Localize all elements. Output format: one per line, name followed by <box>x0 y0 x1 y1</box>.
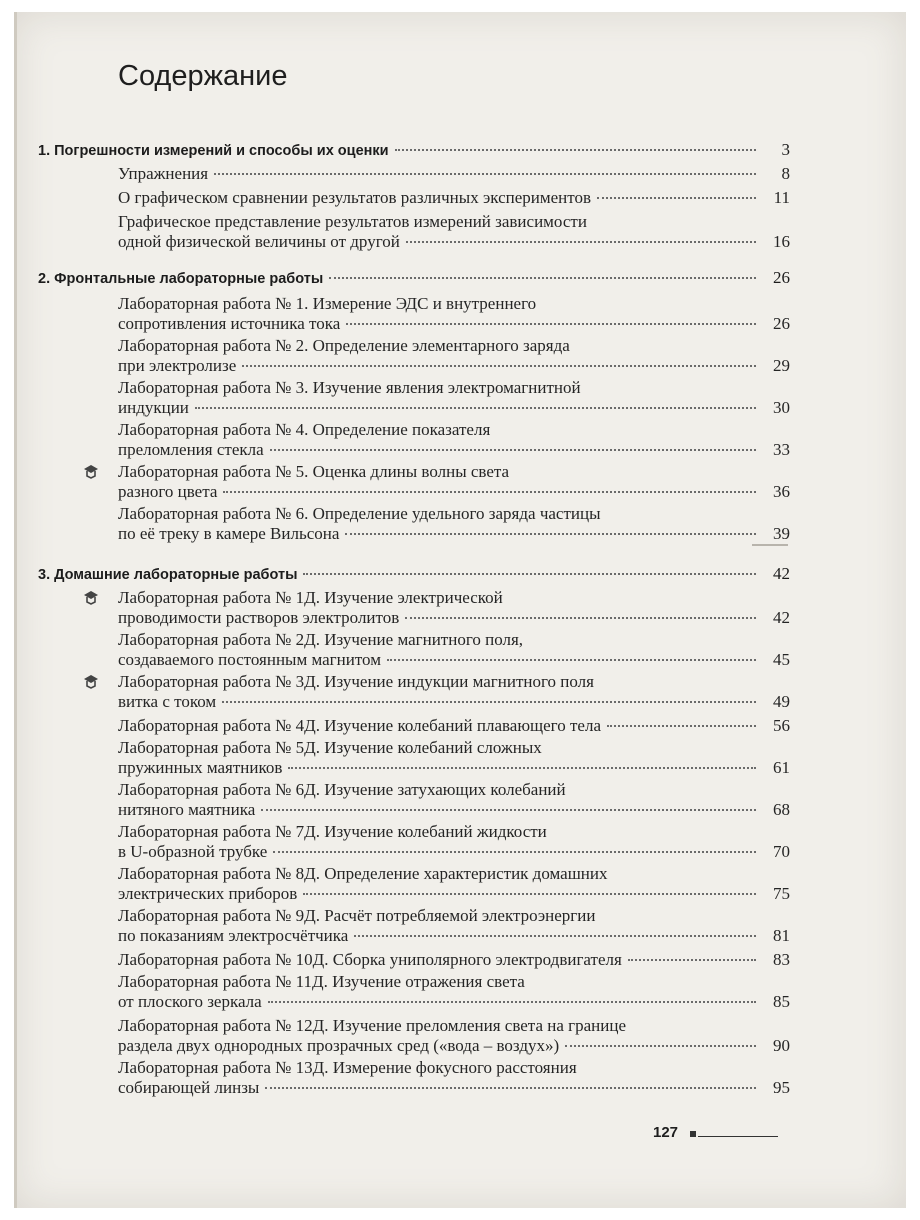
toc-entry[interactable] <box>118 294 790 334</box>
leader-dots <box>303 893 756 895</box>
toc-entry[interactable] <box>118 336 790 376</box>
leader-dots <box>288 767 756 769</box>
entry-page: 45 <box>773 650 790 669</box>
entry-line: Лабораторная работа № 7Д. Изучение колебаний жидкости <box>118 822 547 841</box>
toc-entry[interactable] <box>118 164 790 184</box>
toc-section-3[interactable] <box>38 564 790 584</box>
entry-line: сопротивления источника тока <box>118 314 341 333</box>
toc-entry[interactable] <box>118 630 790 670</box>
toc-entry[interactable] <box>118 462 790 502</box>
entry-page: 11 <box>773 188 790 207</box>
entry-line: Лабораторная работа № 11Д. Изучение отражения света <box>118 972 525 991</box>
entry-line: Лабораторная работа № 3. Изучение явления электромагнитной <box>118 378 581 397</box>
separator-line <box>752 544 788 546</box>
toc-entry[interactable] <box>118 950 790 970</box>
toc-entry[interactable] <box>118 780 790 820</box>
toc-entry[interactable] <box>118 1058 790 1098</box>
leader-dots <box>329 277 756 279</box>
entry-line: нитяного маятника <box>118 800 256 819</box>
entry-page: 42 <box>773 608 790 627</box>
section-page: 26 <box>773 268 790 287</box>
entry-line: Лабораторная работа № 1Д. Изучение электрической <box>118 588 503 607</box>
entry-page: 16 <box>773 232 790 251</box>
leader-dots <box>270 449 756 451</box>
section-page: 42 <box>773 564 790 583</box>
entry-line: индукции <box>118 398 189 417</box>
toc-entry[interactable] <box>118 188 790 208</box>
entry-line: по её треку в камере Вильсона <box>118 524 340 543</box>
toc-entry[interactable] <box>118 906 790 946</box>
leader-dots <box>387 659 756 661</box>
entry-line: Лабораторная работа № 8Д. Определение характеристик домашних <box>118 864 608 883</box>
entry-page: 75 <box>773 884 790 903</box>
entry-page: 61 <box>773 758 790 777</box>
toc-entry[interactable] <box>118 972 790 1012</box>
entry-page: 70 <box>773 842 790 861</box>
entry-line: собирающей линзы <box>118 1078 260 1097</box>
entry-page: 81 <box>773 926 790 945</box>
entry-line: О графическом сравнении результатов различных экспериментов <box>118 188 591 207</box>
leader-dots <box>395 149 756 151</box>
toc-entry[interactable] <box>118 672 790 712</box>
leader-dots <box>214 173 756 175</box>
entry-line: одной физической величины от другой <box>118 232 400 251</box>
entry-line: Графическое представление результатов измерений зависимости <box>118 212 587 231</box>
toc-entry[interactable] <box>118 378 790 418</box>
entry-line: Лабораторная работа № 13Д. Измерение фокусного расстояния <box>118 1058 577 1077</box>
toc-section-1[interactable] <box>38 140 790 160</box>
page-number-marker <box>690 1131 696 1137</box>
entry-page: 30 <box>773 398 790 417</box>
entry-line: Лабораторная работа № 5Д. Изучение колебаний сложных <box>118 738 542 757</box>
entry-line: по показаниям электросчётчика <box>118 926 349 945</box>
entry-line: Лабораторная работа № 2Д. Изучение магнитного поля, <box>118 630 524 649</box>
entry-line: Лабораторная работа № 12Д. Изучение преломления света на границе <box>118 1016 626 1035</box>
entry-line: пружинных маятников <box>118 758 283 777</box>
toc-entry[interactable] <box>118 420 790 460</box>
page-number-rule <box>698 1136 778 1137</box>
entry-page: 39 <box>773 524 790 543</box>
entry-page: 90 <box>773 1036 790 1055</box>
leader-dots <box>607 725 756 727</box>
entry-page: 95 <box>773 1078 790 1097</box>
entry-line: от плоского зеркала <box>118 992 262 1011</box>
entry-line: Лабораторная работа № 4Д. Изучение колебаний плавающего тела <box>118 716 601 735</box>
section-title: 1. Погрешности измерений и способы их оценки <box>38 143 389 159</box>
toc-entry[interactable] <box>118 212 790 252</box>
section-page: 3 <box>781 140 790 159</box>
toc-entry[interactable] <box>118 822 790 862</box>
lab-icon <box>82 589 100 605</box>
toc-entry[interactable] <box>118 588 790 628</box>
toc-entry[interactable] <box>118 504 790 544</box>
entry-line: витка с током <box>118 692 217 711</box>
leader-dots <box>242 365 756 367</box>
entry-line: Лабораторная работа № 9Д. Расчёт потребляемой электроэнергии <box>118 906 596 925</box>
leader-dots <box>222 701 756 703</box>
entry-line: при электролизе <box>118 356 237 375</box>
entry-page: 8 <box>781 164 790 183</box>
entry-line: Лабораторная работа № 3Д. Изучение индукции магнитного поля <box>118 672 594 691</box>
toc-entry[interactable] <box>118 738 790 778</box>
entry-page: 33 <box>773 440 790 459</box>
entry-line: разного цвета <box>118 482 218 501</box>
entry-line: создаваемого постоянным магнитом <box>118 650 381 669</box>
toc-entry[interactable] <box>118 1016 790 1056</box>
entry-page: 68 <box>773 800 790 819</box>
toc-section-2[interactable] <box>38 268 790 288</box>
leader-dots <box>628 959 756 961</box>
entry-page: 56 <box>773 716 790 735</box>
page-title: Содержание <box>118 60 288 92</box>
toc-entry[interactable] <box>118 716 790 736</box>
section-title: 2. Фронтальные лабораторные работы <box>38 271 324 287</box>
entry-line: преломления стекла <box>118 440 264 459</box>
entry-line: Лабораторная работа № 4. Определение показателя <box>118 420 491 439</box>
entry-page: 85 <box>773 992 790 1011</box>
leader-dots <box>265 1087 756 1089</box>
leader-dots <box>223 491 756 493</box>
entry-page: 26 <box>773 314 790 333</box>
entry-line: Лабораторная работа № 5. Оценка длины волны света <box>118 462 510 481</box>
entry-line: Лабораторная работа № 6Д. Изучение затухающих колебаний <box>118 780 566 799</box>
entry-page: 49 <box>773 692 790 711</box>
leader-dots <box>405 617 756 619</box>
leader-dots <box>303 573 756 575</box>
entry-line: Лабораторная работа № 6. Определение удельного заряда частицы <box>118 504 601 523</box>
entry-line: Лабораторная работа № 10Д. Сборка униполярного электродвигателя <box>118 950 622 969</box>
leader-dots <box>354 935 756 937</box>
entry-line: проводимости растворов электролитов <box>118 608 400 627</box>
leader-dots <box>565 1045 756 1047</box>
page-edge <box>14 12 17 1208</box>
leader-dots <box>268 1001 756 1003</box>
leader-dots <box>346 323 756 325</box>
entry-line: электрических приборов <box>118 884 298 903</box>
entry-page: 29 <box>773 356 790 375</box>
lab-icon <box>82 673 100 689</box>
entry-page: 36 <box>773 482 790 501</box>
leader-dots <box>345 533 756 535</box>
entry-page: 83 <box>773 950 790 969</box>
page-number: 127 <box>653 1124 679 1141</box>
entry-line: раздела двух однородных прозрачных сред («вода – воздух») <box>118 1036 560 1055</box>
leader-dots <box>261 809 756 811</box>
leader-dots <box>406 241 756 243</box>
entry-line: Лабораторная работа № 2. Определение элементарного заряда <box>118 336 570 355</box>
entry-line: Упражнения <box>118 164 209 183</box>
leader-dots <box>273 851 756 853</box>
leader-dots <box>195 407 756 409</box>
leader-dots <box>597 197 756 199</box>
entry-line: Лабораторная работа № 1. Измерение ЭДС и внутреннего <box>118 294 537 313</box>
section-title: 3. Домашние лабораторные работы <box>38 567 298 583</box>
entry-line: в U-образной трубке <box>118 842 268 861</box>
toc-entry[interactable] <box>118 864 790 904</box>
lab-icon <box>82 463 100 479</box>
